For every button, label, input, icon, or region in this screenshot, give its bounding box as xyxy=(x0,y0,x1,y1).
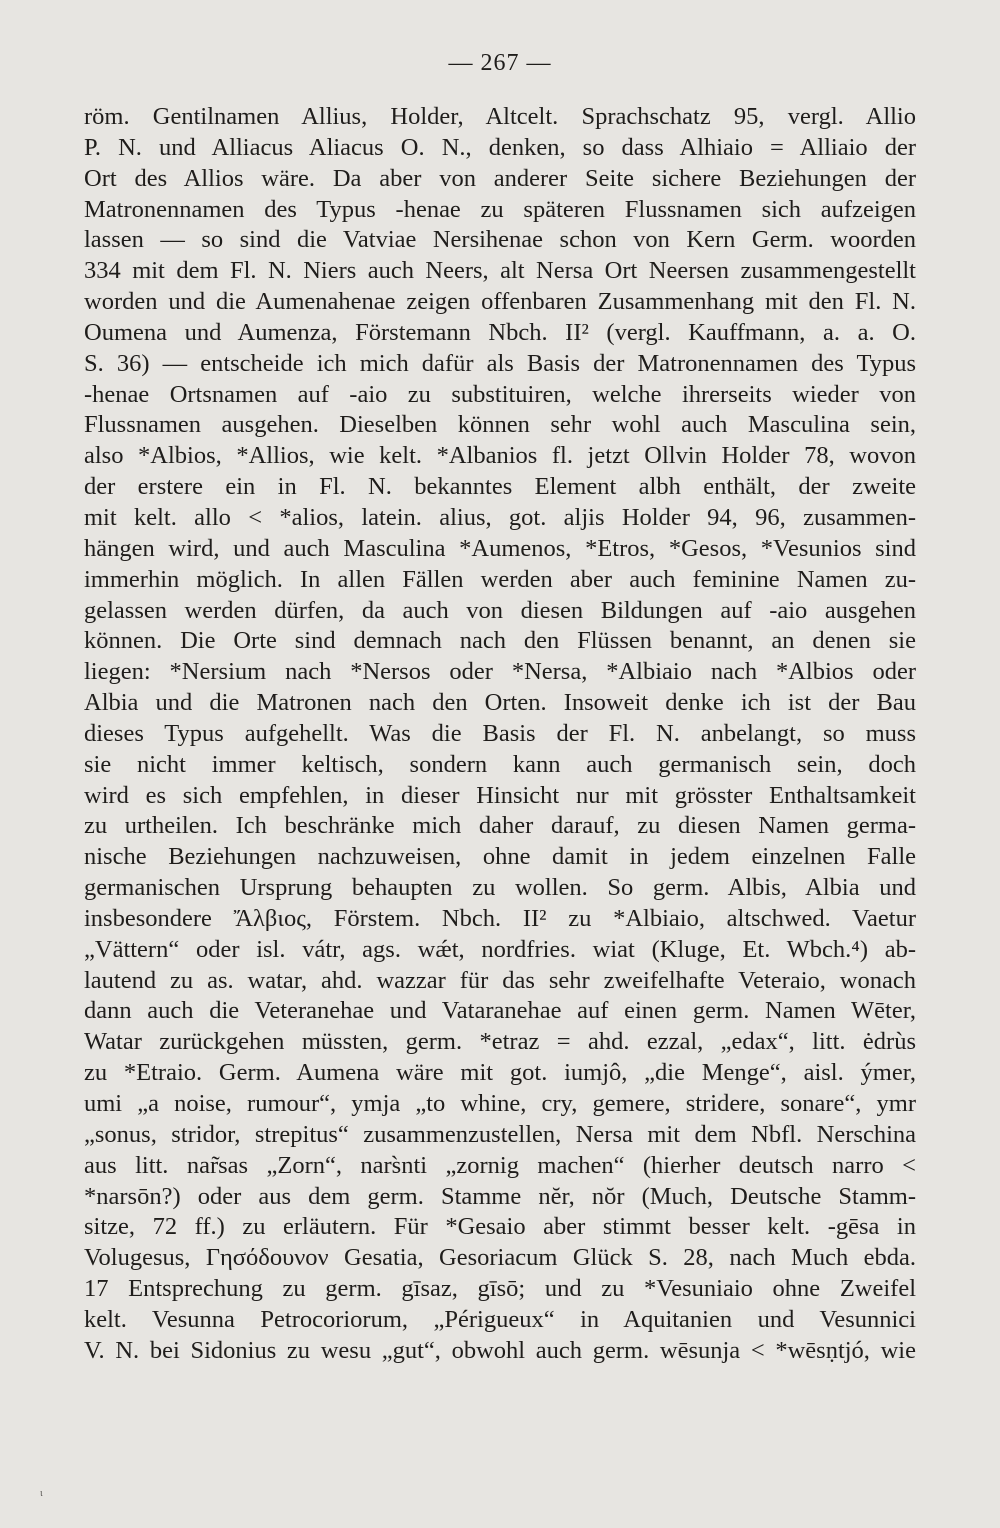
text-line: also *Albios, *Allios, wie kelt. *Albanios fl. jetzt Ollvin Holder 78, wovon xyxy=(84,442,916,470)
text-line: Volugesus, Γησόδουνον Gesatia, Gesoriacum Glück S. 28, nach Much ebda. xyxy=(84,1244,916,1272)
text-line: dieses Typus aufgehellt. Was die Basis der Fl. N. anbelangt, so muss xyxy=(84,719,916,747)
text-line: lassen — so sind die Vatviae Nersihenae schon von Kern Germ. woorden xyxy=(84,226,916,254)
text-line: V. N. bei Sidonius zu wesu „gut“, obwohl auch germ. wēsunja < *wēsṇtjó, wie xyxy=(84,1336,916,1364)
text-line: Matronennamen des Typus -henae zu späteren Flussnamen sich aufzeigen xyxy=(84,195,916,223)
text-line: dann auch die Veteranehae und Vataranehae auf einen germ. Namen Wēter, xyxy=(84,997,916,1025)
text-line: Flussnamen ausgehen. Dieselben können sehr wohl auch Masculina sein, xyxy=(84,411,916,439)
text-line: umi „a noise, rumour“, ymja „to whine, cry, gemere, stridere, sonare“, ymr xyxy=(84,1090,916,1117)
text-line: lautend zu as. watar, ahd. wazzar für das sehr zweifelhafte Veteraio, wonach xyxy=(84,966,916,994)
text-line: gelassen werden dürfen, da auch von diesen Bildungen auf -aio ausgehen xyxy=(84,596,916,624)
text-line: „sonus, stridor, strepitus“ zusammenzustellen, Nersa mit dem Nbfl. Nerschina xyxy=(84,1120,916,1148)
text-line: germanischen Ursprung behaupten zu wollen. So germ. Albis, Albia und xyxy=(84,874,916,902)
body-text xyxy=(84,102,916,1367)
text-line: röm. Gentilnamen Allius, Holder, Altcelt. Sprachschatz 95, vergl. Allio xyxy=(84,103,916,130)
text-line: können. Die Orte sind demnach nach den Flüssen benannt, an denen sie xyxy=(84,627,916,655)
text-line: nische Beziehungen nachzuweisen, ohne damit in jedem einzelnen Falle xyxy=(84,843,916,871)
text-line: P. N. und Alliacus Aliacus O. N., denken, so dass Alhiaio = Alliaio der xyxy=(84,133,916,161)
text-line: zu urtheilen. Ich beschränke mich daher darauf, zu diesen Namen germa- xyxy=(84,812,916,840)
text-line: 334 mit dem Fl. N. Niers auch Neers, alt Nersa Ort Neersen zusammengestellt xyxy=(84,257,916,285)
text-line: S. 36) — entscheide ich mich dafür als Basis der Matronennamen des Typus xyxy=(84,349,916,377)
text-line: „Vättern“ oder isl. vátr, ags. wǽt, nordfries. wiat (Kluge, Et. Wbch.⁴) ab- xyxy=(84,935,916,963)
text-line: Oumena und Aumenza, Förstemann Nbch. II² (vergl. Kauffmann, a. a. O. xyxy=(84,318,916,346)
page-mark: ι xyxy=(40,1488,43,1499)
text-line: mit kelt. allo < *alios, latein. alius, got. aljis Holder 94, 96, zusammen- xyxy=(84,503,916,531)
text-line: *narsōn?) oder aus dem germ. Stamme nĕr, nŏr (Much, Deutsche Stamm- xyxy=(84,1182,916,1210)
text-line: immerhin möglich. In allen Fällen werden aber auch feminine Namen zu- xyxy=(84,565,916,593)
text-line: hängen wird, und auch Masculina *Aumenos, *Etros, *Gesos, *Vesunios sind xyxy=(84,534,916,562)
text-line: kelt. Vesunna Petrocoriorum, „Périgueux“ in Aquitanien und Vesunnici xyxy=(84,1305,916,1333)
text-line: Albia und die Matronen nach den Orten. Insoweit denke ich ist der Bau xyxy=(84,689,916,717)
text-line: -henae Ortsnamen auf -aio zu substituiren, welche ihrerseits wieder von xyxy=(84,380,916,408)
text-line: zu *Etraio. Germ. Aumena wäre mit got. iumjô, „die Menge“, aisl. ýmer, xyxy=(84,1059,916,1087)
text-line: worden und die Aumenahenae zeigen offenbaren Zusammenhang mit den Fl. N. xyxy=(84,288,916,316)
text-line: sitze, 72 ff.) zu erläutern. Für *Gesaio aber stimmt besser kelt. -gēsa in xyxy=(84,1213,916,1241)
text-line: aus litt. nar̃sas „Zorn“, nars̀nti „zornig machen“ (hierher deutsch narro < xyxy=(84,1151,916,1179)
page-number: — 267 — xyxy=(448,50,552,76)
text-line: 17 Entsprechung zu germ. gīsaz, gīsō; und zu *Vesuniaio ohne Zweifel xyxy=(84,1275,916,1303)
text-line: liegen: *Nersium nach *Nersos oder *Nersa, *Albiaio nach *Albios oder xyxy=(84,658,916,686)
text-line: sie nicht immer keltisch, sondern kann auch germanisch sein, doch xyxy=(84,750,916,778)
text-line: der erstere ein in Fl. N. bekanntes Element albh enthält, der zweite xyxy=(84,473,916,501)
text-line: Ort des Allios wäre. Da aber von anderer Seite sichere Beziehungen der xyxy=(84,164,916,192)
text-line: insbesondere Ἄλβιος, Förstem. Nbch. II² zu *Albiaio, altschwed. Vaetur xyxy=(84,904,916,932)
text-line: wird es sich empfehlen, in dieser Hinsicht nur mit grösster Enthaltsamkeit xyxy=(84,781,916,809)
text-line: Watar zurückgehen müssten, germ. *etraz = ahd. ezzal, „edax“, litt. ėdrùs xyxy=(84,1028,916,1056)
